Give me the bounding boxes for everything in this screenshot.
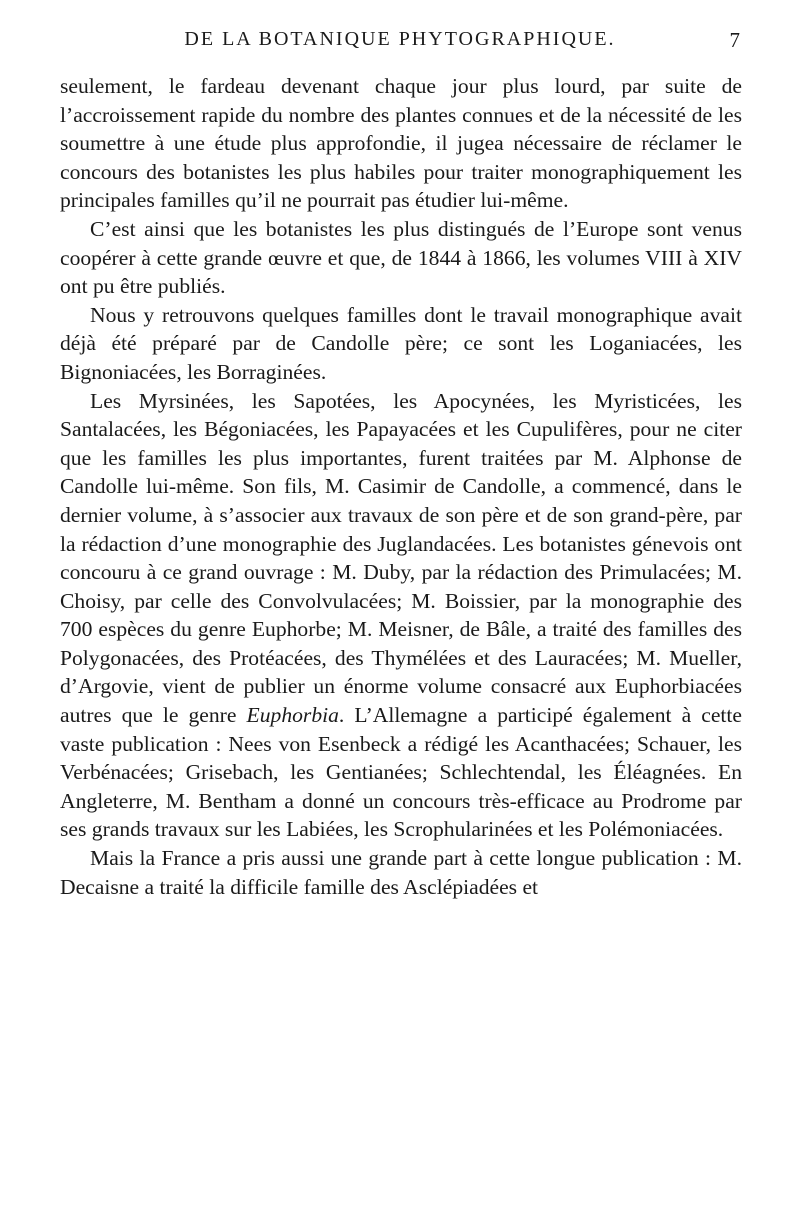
page-number: 7 bbox=[729, 28, 740, 52]
paragraph-text-part: Les Myrsinées, les Sapotées, les Apocynées, les Myristicées, les Santalacées, les Bégoniacées, les Papayacées et les Cupulifères, pour ne citer que les familles les plus importantes, furent traitées par M. Alphonse de Candolle lui-même. Son fils, M. Casimir de Candolle, a commencé, dans le dernier volume, à s’associer aux travaux de son père et de son grand-père, par la rédaction d’une monographie des Juglandacées. Les botanistes génevois ont concouru à ce grand ouvrage : M. Duby, par la rédaction des Primulacées; M. Choisy, par celle des Convolvulacées; M. Boissier, par la monographie des 700 espèces du genre Euphorbe; M. Meisner, de Bâle, a traité des familles des Polygonacées, des Protéacées, des Thymélées et des Lauracées; M. Mueller, d’Argovie, vient de publier un énorme volume consacré aux Euphorbiacées autres que le genre bbox=[60, 388, 742, 728]
paragraph-families-treated bbox=[60, 387, 742, 845]
running-head bbox=[60, 28, 740, 58]
paragraph-france-contribution: Mais la France a pris aussi une grande part à cette longue publication : M. Decaisne a traité la difficile famille des Asclépiadées et bbox=[60, 846, 742, 899]
paragraph-continuation: seulement, le fardeau devenant chaque jour plus lourd, par suite de l’accroissement rapide du nombre des plantes connues et de la nécessité de les soumettre à une étude plus approfondie, il jugea nécessaire de réclamer le concours des botanistes les plus habiles pour traiter monographiquement les principales familles qu’il ne pourrait pas étudier lui-même. bbox=[60, 74, 742, 213]
paragraph-european-botanists: C’est ainsi que les botanistes les plus distingués de l’Europe sont venus coopérer à cette grande œuvre et que, de 1844 à 1866, les volumes VIII à XIV ont pu être publiés. bbox=[60, 216, 742, 299]
genus-name-italic: Euphorbia bbox=[246, 703, 339, 728]
paragraph-text-part: . L’Allemagne a participé également à cette vaste publication : Nees von Esenbeck a rédigé les Acanthacées; Schauer, les Verbénacées; Grisebach, les Gentianées; Schlechtendal, les Éléagnées. En Angleterre, M. Bentham a donné un concours très-efficace au Prodrome par ses grands travaux sur les Labiées, les Scrophularinées et les Polémoniacées. bbox=[60, 703, 742, 842]
paragraph-monographs-prepared: Nous y retrouvons quelques familles dont le travail monographique avait déjà été préparé par de Candolle père; ce sont les Loganiacées, les Bignoniacées, les Borraginées. bbox=[60, 302, 742, 384]
body-text bbox=[60, 72, 742, 901]
running-title: DE LA BOTANIQUE PHYTOGRAPHIQUE. bbox=[184, 28, 616, 50]
